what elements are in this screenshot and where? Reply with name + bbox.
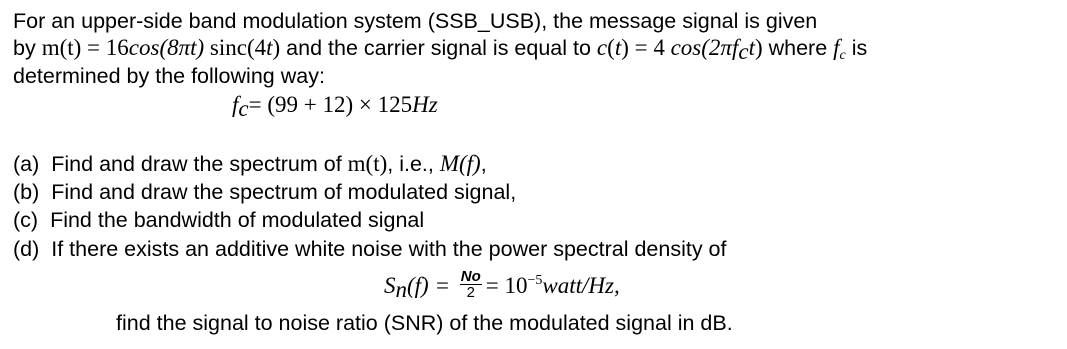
question-c (13, 207, 424, 233)
question-label-a: (a) (13, 152, 40, 176)
noise-psd-formula: $S_n(f)$ = $\frac{No}{2}$ = $10^{-5}watt/Hz$, (384, 268, 620, 302)
message-symbol: m(t) (347, 151, 388, 176)
question-a: (a) Find and draw the spectrum of m(t), i.e., M(f), (13, 151, 487, 176)
question-d (13, 236, 726, 262)
question-text-c: Find the bandwidth of modulated signal (50, 208, 425, 232)
carrier-signal-formula: c(t) = 4 $\cos(2\pi f_ct)$ (596, 35, 763, 64)
fc-formula: $f_c= (99 + 12) \times 125Hz$ (232, 92, 438, 121)
intro-text-1: For an upper-side band modulation system (SSB_USB), the message signal is given (13, 9, 818, 33)
message-signal-formula: m(t) = 16cos(8πt) sinc(4t) (41, 35, 281, 60)
final-question-text: find the signal to noise ratio (SNR) of the modulated signal in dB. (116, 311, 733, 335)
question-b (13, 179, 516, 205)
intro-text-3: determined by the following way: (13, 64, 325, 88)
question-text-d: If there exists an additive white noise with the power spectral density of (51, 237, 727, 261)
question-label-b: (b) (13, 180, 40, 204)
spectrum-symbol: M(f) (439, 151, 481, 176)
final-question-line (116, 310, 733, 336)
intro-carrier-text: and the carrier signal is equal to (280, 36, 597, 60)
noise-fraction: $\frac{No}{2}$ (460, 268, 481, 302)
problem-intro-line-3 (13, 63, 325, 89)
question-label-d: (d) (13, 237, 40, 261)
fc-symbol: $f_c$ (833, 35, 846, 63)
intro-by: by (13, 36, 42, 60)
question-label-c: (c) (13, 208, 39, 232)
question-text-a: Find and draw the spectrum of (51, 152, 348, 176)
intro-where: where (762, 36, 834, 60)
question-text-b: Find and draw the spectrum of modulated signal, (51, 180, 517, 204)
problem-intro-line-1 (13, 8, 817, 34)
intro-is: is (845, 36, 868, 60)
